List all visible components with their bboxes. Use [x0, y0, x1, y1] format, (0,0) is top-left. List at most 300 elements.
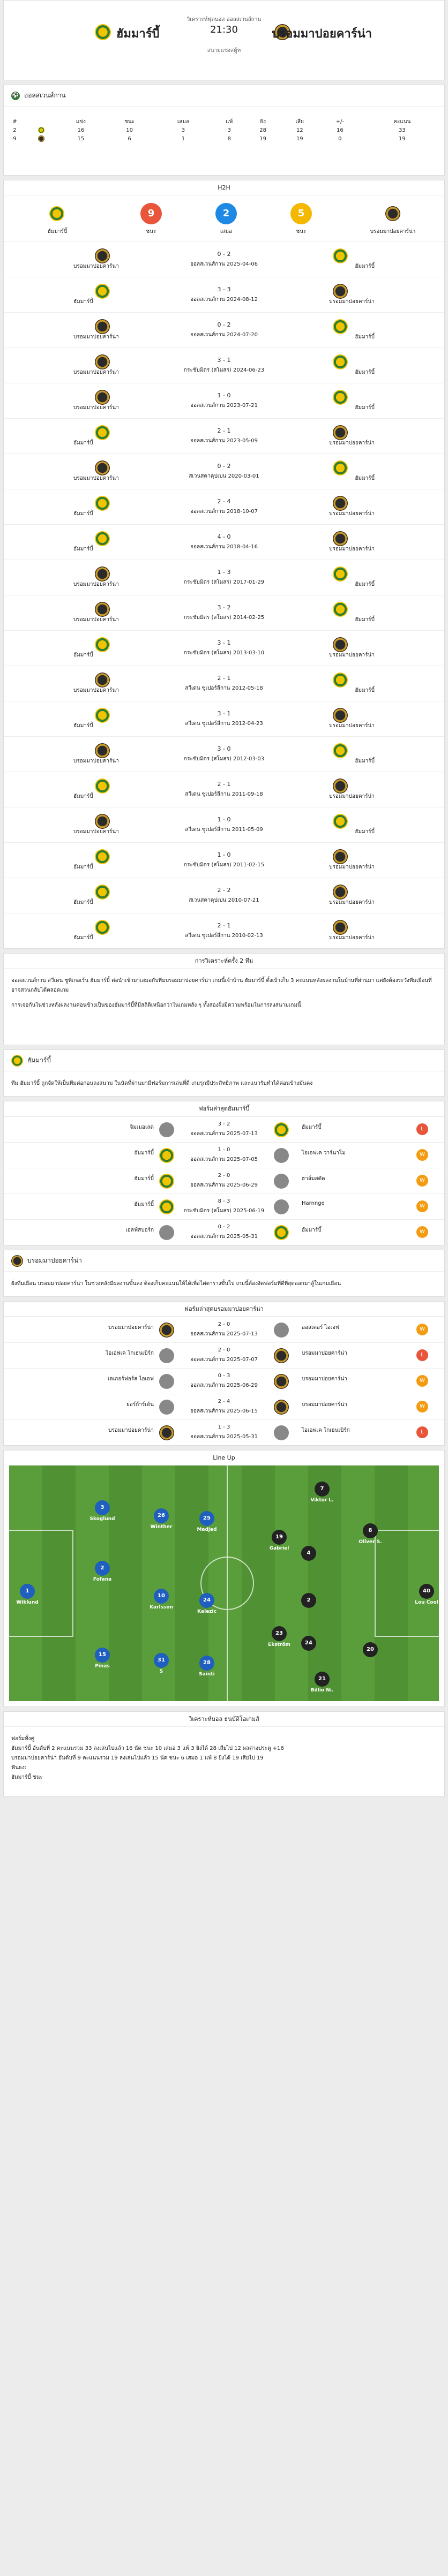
player-marker[interactable]: 21	[315, 1672, 330, 1687]
h2h-away-team: บรอมมาปอยคาร์น่า	[329, 299, 375, 305]
h2h-match-row[interactable]	[4, 595, 444, 630]
h2h-competition: ออลสเวนส์กาน 2024-07-20	[190, 332, 258, 338]
away-team-name[interactable]: บรอมมาปอยคาร์น่า	[272, 27, 372, 41]
away-crest-icon	[333, 354, 348, 369]
form-match-row[interactable]	[4, 1394, 444, 1419]
h2h-match-row[interactable]	[4, 630, 444, 666]
away-crest-icon	[385, 206, 400, 221]
standings-row[interactable]	[4, 126, 444, 134]
player-marker[interactable]: 4	[301, 1546, 316, 1561]
form-home-team: เดเกอร์ฟอร์ส ไอเอฟ	[107, 1376, 154, 1382]
h2h-home-team: ฮัมมาร์บี้	[73, 652, 93, 658]
away-form-team-name: บรอมมาปอยคาร์น่า	[27, 1257, 82, 1264]
standings-cell: 3	[181, 127, 185, 133]
standings-cell: 16	[77, 127, 85, 133]
form-competition: ออลสเวนส์กาน 2025-06-29	[190, 1182, 258, 1188]
h2h-score: 3 - 0	[217, 745, 231, 752]
player-marker[interactable]: 40	[419, 1584, 434, 1599]
h2h-match-row[interactable]	[4, 277, 444, 312]
away-form-table	[3, 1301, 445, 1446]
h2h-competition: สวีเดน ซูเปอร์ลีกาน 2011-05-09	[185, 827, 263, 833]
h2h-home-team: ฮัมมาร์บี้	[73, 794, 93, 799]
away-crest-icon	[333, 602, 348, 617]
h2h-away-team: บรอมมาปอยคาร์น่า	[329, 723, 375, 729]
standings-cell: 2	[13, 127, 17, 133]
h2h-match-row[interactable]	[4, 772, 444, 807]
prediction-card	[3, 1711, 445, 1797]
home-team-name[interactable]: ฮัมมาร์บี้	[116, 27, 160, 41]
h2h-away-name: บรอมมาปอยคาร์น่า	[370, 229, 416, 235]
h2h-competition: สวีเดน ซูเปอร์ลีกาน 2010-02-13	[185, 933, 263, 939]
form-result-badge: W	[416, 1200, 428, 1212]
standings-col-header: +/-	[335, 118, 345, 125]
form-match-row[interactable]	[4, 1142, 444, 1168]
h2h-home-team: บรอมมาปอยคาร์น่า	[73, 829, 119, 835]
h2h-away-team: บรอมมาปอยคาร์น่า	[329, 935, 375, 941]
h2h-competition: สเวนสคาคุปเปน 2020-03-01	[189, 473, 259, 479]
away-crest-icon	[274, 1174, 289, 1189]
player-name: Billio Ni.	[310, 1688, 334, 1693]
h2h-away-team: บรอมมาปอยคาร์น่า	[329, 864, 375, 870]
h2h-match-row[interactable]	[4, 418, 444, 454]
standings-cell: 19	[296, 135, 303, 142]
form-score: 8 - 3	[218, 1198, 230, 1204]
standings-header-row	[4, 117, 444, 126]
form-away-team: บรอมมาปอยคาร์น่า	[302, 1350, 347, 1356]
home-form-team	[4, 1050, 444, 1071]
away-crest-icon	[333, 531, 348, 546]
form-away-team: ไอเอฟเค โกเธนเบิร์ก	[302, 1427, 350, 1433]
h2h-away-team: บรอมมาปอยคาร์น่า	[329, 794, 375, 799]
standings-cell: 1	[181, 135, 185, 142]
away-crest-icon	[333, 920, 348, 935]
player-name: Wiklund	[16, 1600, 39, 1605]
h2h-competition: สวีเดน ซูเปอร์ลีกาน 2012-05-18	[185, 685, 263, 691]
standings-cell: 3	[227, 127, 231, 133]
away-crest-icon	[333, 814, 348, 829]
h2h-score: 3 - 3	[217, 286, 231, 293]
player-marker[interactable]: 31	[154, 1653, 169, 1668]
away-crest-icon	[333, 390, 348, 405]
home-form-title: ฟอร์มล่าสุดฮัมมาร์บี้	[4, 1101, 444, 1116]
away-crest-icon	[333, 496, 348, 511]
away-crest-icon	[333, 779, 348, 794]
h2h-summary	[4, 195, 444, 241]
h2h-away-team: บรอมมาปอยคาร์น่า	[329, 440, 375, 446]
away-penalty-box	[375, 1530, 439, 1637]
h2h-competition: สเวนสคาคุปเปน 2010-07-21	[189, 897, 259, 903]
prediction-paragraph: ฟอร์มทั้งคู่	[11, 1736, 35, 1742]
player-marker[interactable]: 15	[95, 1648, 110, 1663]
form-home-team: จิมเมอเลด	[130, 1124, 154, 1130]
form-match-row[interactable]	[4, 1317, 444, 1342]
standings-row[interactable]	[4, 134, 444, 143]
form-score: 2 - 4	[218, 1399, 230, 1404]
analysis-card	[3, 953, 445, 1045]
h2h-loss-label: ชนะ	[296, 229, 307, 235]
h2h-away-team: ฮัมมาร์บี้	[355, 405, 375, 411]
h2h-competition: สวีเดน ซูเปอร์ลีกาน 2011-09-18	[185, 791, 263, 797]
h2h-competition: กระชับมิตร (สโมสร) 2024-06-23	[183, 367, 265, 373]
player-name: Fofana	[93, 1577, 112, 1582]
home-form-team-name: ฮัมมาร์บี้	[27, 1056, 51, 1064]
h2h-score: 2 - 4	[217, 498, 231, 505]
h2h-home-team: บรอมมาปอยคาร์น่า	[73, 475, 119, 481]
standings-cell: 9	[13, 135, 17, 142]
player-marker[interactable]: 28	[199, 1656, 214, 1671]
match-header	[3, 0, 445, 80]
h2h-competition: ออลสเวนส์กาน 2023-07-21	[190, 403, 258, 409]
h2h-score: 4 - 0	[217, 533, 231, 540]
away-crest-icon	[333, 460, 348, 475]
player-marker[interactable]: 3	[95, 1500, 110, 1515]
player-marker[interactable]: 24	[301, 1636, 316, 1651]
competition-label: วิเคราะห์ฟุตบอล ออลสเวนส์กาน	[186, 17, 262, 22]
standings-col-header: แข่ง	[76, 118, 86, 125]
player-marker[interactable]: 2	[301, 1593, 316, 1608]
form-result-badge: W	[416, 1149, 428, 1161]
form-home-team: ฮัมมาร์บี้	[134, 1176, 154, 1182]
lineup-title: Line Up	[4, 1451, 444, 1465]
h2h-away-team: บรอมมาปอยคาร์น่า	[329, 900, 375, 905]
away-crest-icon	[274, 1199, 289, 1214]
h2h-competition: กระชับมิตร (สโมสร) 2014-02-25	[183, 615, 265, 621]
standings-cell: 10	[126, 127, 133, 133]
form-match-row[interactable]	[4, 1116, 444, 1142]
player-name: Gabriel	[269, 1546, 289, 1551]
h2h-match-row[interactable]	[4, 736, 444, 772]
form-match-row[interactable]	[4, 1168, 444, 1193]
form-away-team: ออสเตอร์ ไอเอฟ	[302, 1325, 340, 1331]
player-marker[interactable]: 2	[95, 1561, 110, 1576]
h2h-draw-label: เสมอ	[220, 229, 233, 235]
h2h-match-row[interactable]	[4, 666, 444, 701]
h2h-match-row[interactable]	[4, 241, 444, 277]
h2h-match-row[interactable]	[4, 383, 444, 418]
h2h-away-team: ฮัมมาร์บี้	[355, 829, 375, 835]
h2h-competition: ออลสเวนส์กาน 2023-05-09	[190, 438, 258, 444]
league-icon: ⚽	[11, 92, 20, 100]
player-name: Lou Cool	[415, 1600, 438, 1605]
standings-col-header: ยิง	[260, 118, 266, 125]
h2h-away-team: ฮัมมาร์บี้	[355, 263, 375, 269]
player-name: Sainti	[199, 1672, 215, 1677]
h2h-score: 1 - 0	[217, 851, 231, 858]
prediction-paragraph: ฮัมมาร์บี้ อันดับที่ 2 คะแนนรวม 33 ลงเล่นไปแล้ว 16 นัด ชนะ 10 เสมอ 3 แพ้ 3 ยิงได้ 28 เสียไป 12 ผลต่างประตู +16	[11, 1746, 284, 1751]
h2h-home-team: บรอมมาปอยคาร์น่า	[73, 405, 119, 411]
h2h-match-row[interactable]	[4, 524, 444, 560]
standings-title	[4, 85, 444, 107]
standings-col-header: #	[12, 118, 17, 125]
standings-col-header: เสีย	[295, 118, 304, 125]
h2h-competition: กระชับมิตร (สโมสร) 2012-03-03	[183, 756, 265, 762]
standings-cell	[26, 134, 57, 143]
h2h-home-team: บรอมมาปอยคาร์น่า	[73, 581, 119, 587]
form-result-badge: W	[416, 1226, 428, 1238]
h2h-win-label: ชนะ	[146, 229, 156, 235]
h2h-match-list	[4, 241, 444, 948]
lineup-card	[3, 1450, 445, 1707]
form-match-row[interactable]	[4, 1193, 444, 1219]
h2h-score: 2 - 1	[217, 781, 231, 788]
away-form-card	[3, 1250, 445, 1297]
away-form-team	[4, 1250, 444, 1272]
away-crest-icon	[333, 248, 348, 263]
standings-card	[3, 85, 445, 176]
h2h-score: 3 - 1	[217, 710, 231, 717]
form-home-team: ฮัมมาร์บี้	[134, 1202, 154, 1207]
analysis-paragraph: ออลสเวนส์กาน สวีเดน ซูพิเกอเร้น ฮัมมาร์บี้ ต่อนำเข้ามาเสมอกับทีมบรอมมาปอยคาร์น่า เกมนี้เจ้าบ้าน ฮัมมาร์บี้ ตั้งเป้าเก็บ 3 คะแนนหลังผลงานในบ้านที่ผ่านมา แต่ยังต้องระวังทีมเยือนที่อาจสวนกลับได้ตลอดเกม	[11, 978, 432, 993]
player-marker[interactable]: 7	[315, 1482, 330, 1497]
form-result-badge: L	[416, 1426, 428, 1438]
h2h-home-team: ฮัมมาร์บี้	[73, 864, 93, 870]
h2h-away-team: บรอมมาปอยคาร์น่า	[329, 511, 375, 517]
form-home-team: ยอร์ก้าร์เด้น	[126, 1402, 154, 1408]
player-marker[interactable]: 1	[20, 1584, 35, 1599]
h2h-competition: สวีเดน ซูเปอร์ลีกาน 2012-04-23	[185, 721, 263, 727]
home-form-card	[3, 1049, 445, 1097]
h2h-away-wins: 5	[290, 203, 312, 224]
standings-cell: 12	[296, 127, 303, 133]
form-away-team: ไอเอฟเค วาร์นาโม	[302, 1150, 346, 1156]
player-name: Winther	[150, 1524, 173, 1530]
form-match-row[interactable]	[4, 1419, 444, 1445]
form-away-team: บรอมมาปอยคาร์น่า	[302, 1402, 347, 1408]
h2h-match-row[interactable]	[4, 807, 444, 842]
prediction-title: วิเคราะห์บอล ธนบัติโอเกมส์	[4, 1712, 444, 1727]
prediction-paragraph: บรอมมาปอยคาร์น่า อันดับที่ 9 คะแนนรวม 19 ลงเล่นไปแล้ว 15 นัด ชนะ 6 เสมอ 1 แพ้ 8 ยิงได้ 19 เสียไป 19	[11, 1755, 264, 1761]
h2h-competition: ออลสเวนส์กาน 2018-04-16	[190, 544, 258, 550]
form-competition: ออลสเวนส์กาน 2025-07-13	[190, 1331, 258, 1337]
player-marker[interactable]: 26	[154, 1508, 169, 1523]
standings-col-header: คะแนน	[393, 118, 411, 125]
h2h-match-row[interactable]	[4, 913, 444, 948]
h2h-match-row[interactable]	[4, 312, 444, 348]
kickoff-time: 21:30	[210, 24, 238, 35]
form-competition: ออลสเวนส์กาน 2025-06-15	[190, 1408, 258, 1414]
player-name: S	[159, 1669, 163, 1674]
form-competition: กระชับมิตร (สโมสร) 2025-06-19	[183, 1208, 265, 1214]
player-name: Karlsson	[150, 1605, 173, 1610]
form-away-team: ฮัมมาร์บี้	[302, 1227, 322, 1233]
h2h-score: 2 - 1	[217, 922, 231, 929]
standings-col-header: ชนะ	[124, 118, 135, 125]
standings-cell: 28	[259, 127, 267, 133]
h2h-home-team: ฮัมมาร์บี้	[73, 900, 93, 905]
standings-title-text: ออลสเวนส์กาน	[24, 92, 66, 99]
form-competition: ออลสเวนส์กาน 2025-05-31	[190, 1234, 258, 1240]
player-marker[interactable]: 10	[154, 1589, 169, 1604]
standings-col-header	[26, 117, 57, 126]
team-crest-icon	[38, 135, 44, 142]
form-competition: ออลสเวนส์กาน 2025-07-05	[190, 1157, 258, 1162]
venue-label: สนามแข่งสตู้ท	[207, 48, 241, 54]
h2h-score: 1 - 0	[217, 392, 231, 399]
standings-col-header: แพ้	[226, 118, 233, 125]
standings-cell: 33	[399, 127, 406, 133]
form-away-team: ฮัมมาร์บี้	[302, 1124, 322, 1130]
away-crest-icon	[333, 566, 348, 581]
form-score: 1 - 0	[218, 1147, 230, 1153]
form-result-badge: W	[416, 1324, 428, 1335]
h2h-match-row[interactable]	[4, 842, 444, 878]
player-name: Ekström	[268, 1642, 290, 1648]
home-form-table	[3, 1101, 445, 1245]
away-crest-icon	[333, 284, 348, 299]
away-crest-icon	[333, 849, 348, 864]
form-competition: ออลสเวนส์กาน 2025-05-31	[190, 1434, 258, 1440]
h2h-home-team: บรอมมาปอยคาร์น่า	[73, 617, 119, 623]
h2h-competition: ออลสเวนส์กาน 2025-04-06	[190, 261, 258, 267]
player-name: Madjed	[197, 1527, 217, 1532]
standings-cell: 16	[336, 127, 344, 133]
player-marker[interactable]: 8	[363, 1523, 378, 1538]
home-crest-icon	[49, 206, 64, 221]
h2h-score: 3 - 2	[217, 604, 231, 611]
player-name: Skoglund	[89, 1516, 115, 1522]
player-name: Oliver S.	[359, 1539, 382, 1545]
form-score: 3 - 2	[218, 1121, 230, 1127]
h2h-home-team: ฮัมมาร์บี้	[73, 546, 93, 552]
h2h-home-team: ฮัมมาร์บี้	[73, 299, 93, 305]
h2h-home-team: บรอมมาปอยคาร์น่า	[73, 334, 119, 340]
away-crest-icon	[274, 1122, 289, 1137]
prediction-paragraph: ฮัมมาร์บี้ ชนะ	[11, 1774, 43, 1780]
h2h-score: 0 - 2	[217, 463, 231, 470]
h2h-competition: กระชับมิตร (สโมสร) 2011-02-15	[183, 862, 265, 868]
h2h-match-row[interactable]	[4, 701, 444, 736]
away-form-text: ฝั่งทีมเยือน บรอมมาปอยคาร์น่า ในช่วงหลังมีผลงานขึ้นลง ต้องเก็บคะแนนให้ได้เพื่อไต่ตารางขึ้นไป เกมนี้ต้องงัดฟอร์มที่ดีที่สุดออกมาสู้ในเกมเยือน	[11, 1281, 341, 1287]
h2h-score: 2 - 1	[217, 427, 231, 434]
form-score: 0 - 2	[218, 1224, 230, 1230]
h2h-away-team: ฮัมมาร์บี้	[355, 334, 375, 340]
player-marker[interactable]: 23	[272, 1626, 287, 1641]
h2h-home-name: ฮัมมาร์บี้	[47, 229, 68, 235]
standings-cell: 19	[259, 135, 267, 142]
away-crest-icon	[333, 673, 348, 688]
h2h-away-team: บรอมมาปอยคาร์น่า	[329, 546, 375, 552]
player-name: Viktor L.	[310, 1498, 334, 1503]
standings-cell: 19	[399, 135, 406, 142]
h2h-competition: ออลสเวนส์กาน 2018-10-07	[190, 509, 258, 515]
form-competition: ออลสเวนส์กาน 2025-07-13	[190, 1131, 258, 1137]
h2h-home-team: ฮัมมาร์บี้	[73, 723, 93, 729]
h2h-away-team: ฮัมมาร์บี้	[355, 475, 375, 481]
form-score: 2 - 0	[218, 1321, 230, 1327]
player-marker[interactable]: 24	[199, 1593, 214, 1608]
h2h-home-team: ฮัมมาร์บี้	[73, 511, 93, 517]
h2h-score: 2 - 2	[217, 887, 231, 894]
away-crest-icon	[274, 1348, 289, 1363]
form-result-badge: L	[416, 1349, 428, 1361]
h2h-competition: กระชับมิตร (สโมสร) 2013-03-10	[183, 650, 265, 656]
h2h-away-team: ฮัมมาร์บี้	[355, 581, 375, 587]
h2h-home-team: ฮัมมาร์บี้	[73, 935, 93, 941]
form-match-row[interactable]	[4, 1219, 444, 1245]
away-form-title: ฟอร์มล่าสุดบรอมมาปอยคาร์น่า	[4, 1302, 444, 1317]
h2h-score: 3 - 1	[217, 639, 231, 646]
form-result-badge: W	[416, 1175, 428, 1187]
h2h-draws: 2	[215, 203, 237, 224]
h2h-score: 0 - 2	[217, 321, 231, 328]
h2h-title: H2H	[4, 180, 444, 195]
player-marker[interactable]: 19	[272, 1530, 287, 1545]
form-competition: ออลสเวนส์กาน 2025-07-07	[190, 1357, 258, 1363]
standings-cell: 0	[338, 135, 342, 142]
h2h-score: 0 - 2	[217, 251, 231, 258]
away-crest-icon	[274, 1374, 289, 1389]
h2h-match-row[interactable]	[4, 878, 444, 913]
away-crest-icon	[274, 1400, 289, 1415]
h2h-home-wins: 9	[140, 203, 162, 224]
player-name: Kalezic	[197, 1609, 216, 1614]
form-match-row[interactable]	[4, 1342, 444, 1368]
h2h-score: 2 - 1	[217, 675, 231, 682]
away-crest-icon	[274, 1323, 289, 1338]
h2h-away-team: ฮัมมาร์บี้	[355, 758, 375, 764]
analysis-paragraph: การเจอกันในช่วงหลังผลงานค่อนข้างเป็นของฮัมมาร์บี้ที่มีสถิติเหนือกว่าในเกมหลัง ๆ ทั้งสองฝั่งมีความพร้อมในการลงสนามเกมนี้	[11, 1002, 301, 1008]
player-marker[interactable]: 20	[363, 1642, 378, 1657]
form-away-team: Harnnge	[302, 1200, 325, 1206]
form-home-team: บรอมมาปอยคาร์น่า	[108, 1325, 154, 1331]
h2h-match-row[interactable]	[4, 560, 444, 595]
standings-cell	[26, 126, 57, 134]
h2h-score: 1 - 3	[217, 569, 231, 576]
h2h-match-row[interactable]	[4, 348, 444, 383]
standings-cell: 6	[128, 135, 131, 142]
away-crest-icon	[333, 637, 348, 652]
form-competition: ออลสเวนส์กาน 2025-06-29	[190, 1383, 258, 1388]
form-score: 0 - 3	[218, 1373, 230, 1379]
away-crest-icon	[11, 1255, 23, 1267]
form-result-badge: W	[416, 1375, 428, 1387]
h2h-home-team: บรอมมาปอยคาร์น่า	[73, 263, 119, 269]
standings-cell: 15	[77, 135, 85, 142]
h2h-away-team: ฮัมมาร์บี้	[355, 369, 375, 375]
player-name: Pinas	[95, 1664, 110, 1669]
team-crest-icon	[38, 127, 44, 133]
h2h-competition: กระชับมิตร (สโมสร) 2017-01-29	[183, 579, 265, 585]
h2h-score: 3 - 1	[217, 357, 231, 364]
form-result-badge: L	[416, 1123, 428, 1135]
away-crest-icon	[333, 319, 348, 334]
away-crest-icon	[274, 1425, 289, 1440]
standings-table	[4, 117, 444, 143]
form-score: 1 - 3	[218, 1424, 230, 1430]
h2h-away-team: บรอมมาปอยคาร์น่า	[329, 652, 375, 658]
away-crest-icon	[333, 708, 348, 723]
form-match-row[interactable]	[4, 1368, 444, 1394]
h2h-match-row[interactable]	[4, 489, 444, 524]
prediction-paragraph: ฟันธง:	[11, 1765, 27, 1771]
form-home-team: ไอเอฟเค โกเธนเบิร์ก	[106, 1350, 154, 1356]
home-crest-icon	[11, 1055, 23, 1067]
home-form-text: ทีม ฮัมมาร์บี้ ถูกจัดให้เป็นทีมต่อก่อนลงสนาม ในนัดที่ผ่านมามีฟอร์มการเล่นที่ดี เกมรุกมีประสิทธิภาพ และแนวรับทำได้ค่อนข้างมั่นคง	[11, 1081, 313, 1086]
h2h-home-team: บรอมมาปอยคาร์น่า	[73, 688, 119, 693]
away-crest-icon	[274, 1148, 289, 1163]
away-crest-icon	[333, 425, 348, 440]
pitch	[9, 1465, 439, 1701]
standings-cell: 8	[227, 135, 231, 142]
h2h-match-row[interactable]	[4, 454, 444, 489]
away-crest-icon	[333, 885, 348, 900]
analysis-title: การวิเคราะห์ครั้ง 2 ทีม	[4, 954, 444, 969]
form-away-team: ฮาล์มสตัด	[302, 1176, 325, 1182]
player-marker[interactable]: 25	[199, 1511, 214, 1526]
h2h-score: 1 - 0	[217, 816, 231, 823]
form-score: 2 - 0	[218, 1173, 230, 1179]
home-penalty-box	[9, 1530, 73, 1637]
